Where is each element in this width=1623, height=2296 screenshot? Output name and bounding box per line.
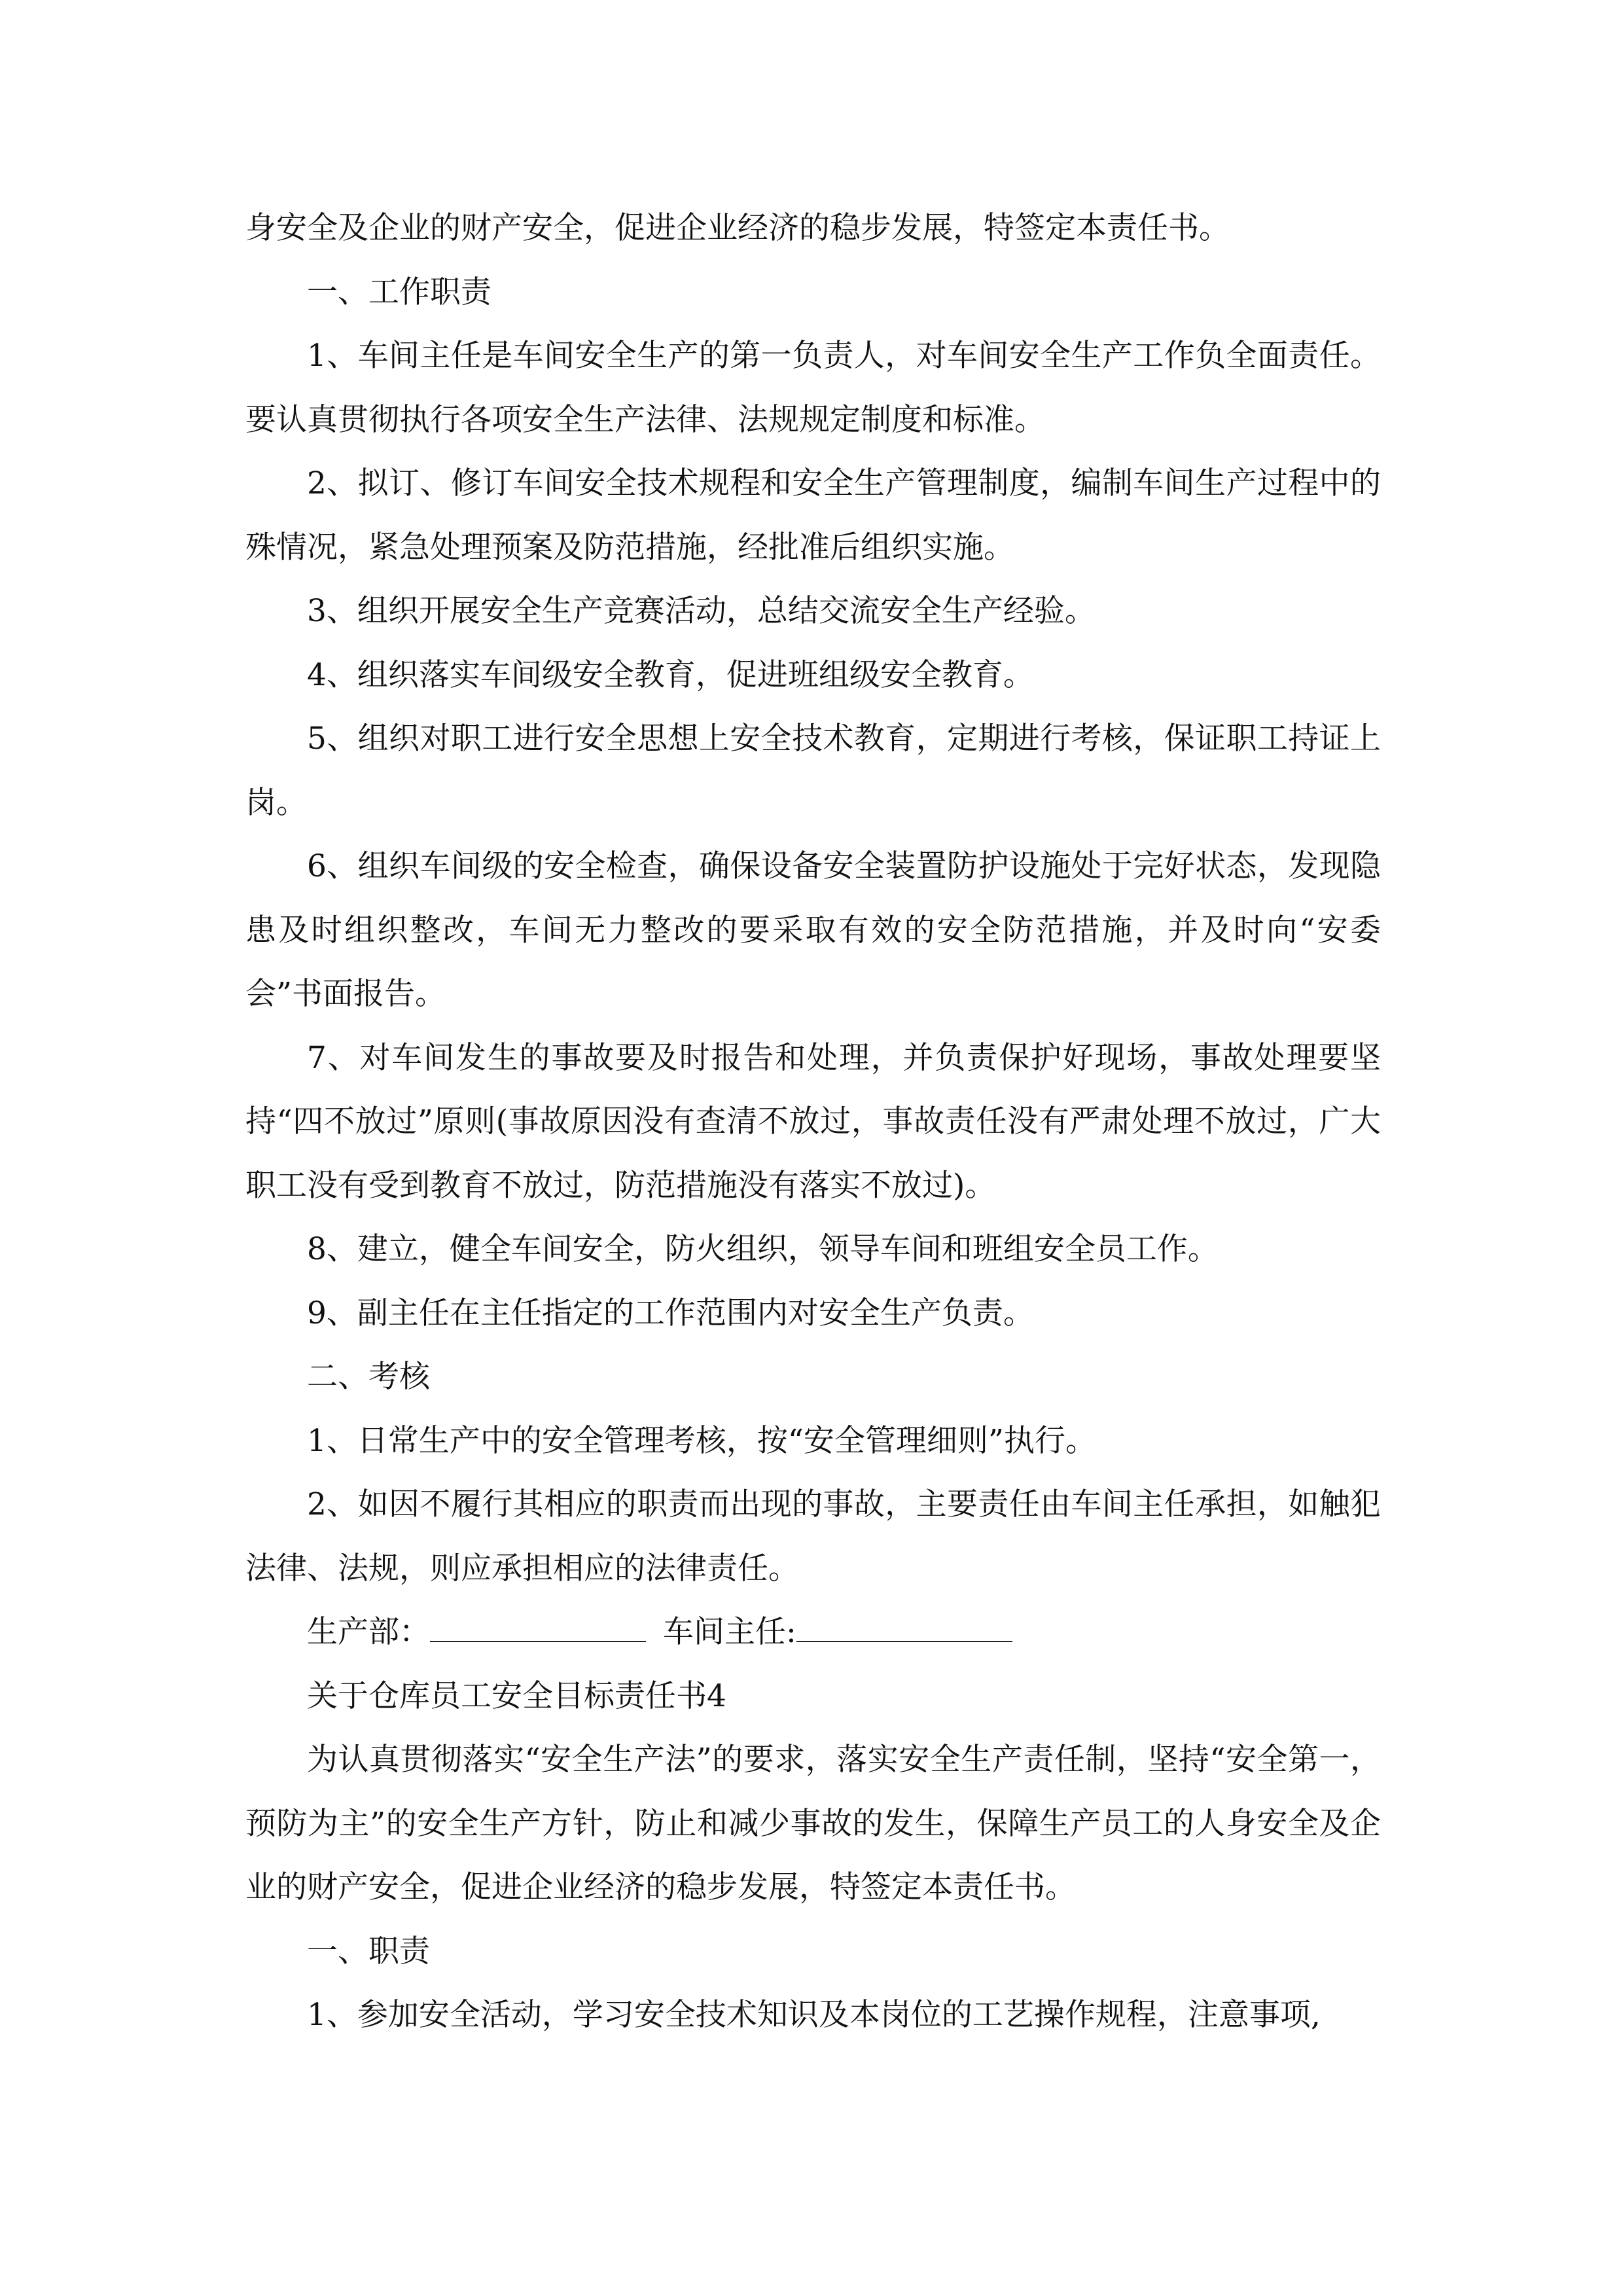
duty-item-1-warehouse: 1、参加安全活动，学习安全技术知识及本岗位的工艺操作规程，注意事项,	[307, 1997, 1321, 2033]
duty-item-1: 1、车间主任是车间安全生产的第一负责人，对车间安全生产工作负全面责任。要认真贯彻执行各项安全生产法律、法规规定制度和标准。	[245, 338, 1381, 438]
duty-item-3: 3、组织开展安全生产竞赛活动，总结交流安全生产经验。	[307, 593, 1096, 629]
signature-row	[245, 1600, 1381, 1664]
duty-item-6: 6、组织车间级的安全检查，确保设备安全装置防护设施处于完好状态，发现隐患及时组织整改，车间无力整改的要采取有效的安全防范措施，并及时向“安委会”书面报告。	[245, 848, 1381, 1012]
duty-item-9: 9、副主任在主任指定的工作范围内对安全生产负责。	[307, 1295, 1034, 1331]
workshop-director-label: 车间主任:	[663, 1614, 796, 1650]
intro-paragraph: 为认真贯彻落实“安全生产法”的要求，落实安全生产责任制，坚持“安全第一，预防为主”的安全生产方针，防止和减少事故的发生，保障生产员工的人身安全及企业的财产安全，促进企业经济的稳步发展，特签定本责任书。	[245, 1742, 1381, 1905]
duty-item-5: 5、组织对职工进行安全思想上安全技术教育，定期进行考核，保证职工持证上岗。	[245, 721, 1381, 821]
duty-item-2: 2、拟订、修订车间安全技术规程和安全生产管理制度，编制车间生产过程中的 殊情况，紧急处理预案及防范措施，经批准后组织实施。	[245, 465, 1381, 565]
production-dept-signature-line	[430, 1613, 646, 1642]
document-title-4: 关于仓库员工安全目标责任书4	[307, 1677, 726, 1714]
duty-item-8: 8、建立，健全车间安全，防火组织，领导车间和班组安全员工作。	[307, 1231, 1219, 1267]
body-text-continuation: 身安全及企业的财产安全，促进企业经济的稳步发展，特签定本责任书。	[245, 210, 1230, 246]
duty-item-4: 4、组织落实车间级安全教育，促进班组级安全教育。	[307, 656, 1034, 693]
document-page	[245, 196, 1381, 2047]
section-heading-assessment: 二、考核	[307, 1359, 430, 1395]
duty-item-7: 7、对车间发生的事故要及时报告和处理，并负责保护好现场，事故处理要坚持“四不放过”原则(事故原因没有查清不放过，事故责任没有严肃处理不放过，广大职工没有受到教育不放过，防范措施没有落实不放过)。	[245, 1039, 1381, 1204]
workshop-director-signature-line	[796, 1613, 1012, 1642]
section-heading-duties: 一、职责	[307, 1933, 430, 1969]
assessment-item-1: 1、日常生产中的安全管理考核，按“安全管理细则”执行。	[307, 1422, 1096, 1459]
production-dept-label: 生产部：	[307, 1614, 430, 1650]
section-heading-work-duties: 一、工作职责	[307, 274, 491, 310]
assessment-item-2: 2、如因不履行其相应的职责而出现的事故，主要责任由车间主任承担，如触犯法律、法规，则应承担相应的法律责任。	[245, 1486, 1381, 1587]
